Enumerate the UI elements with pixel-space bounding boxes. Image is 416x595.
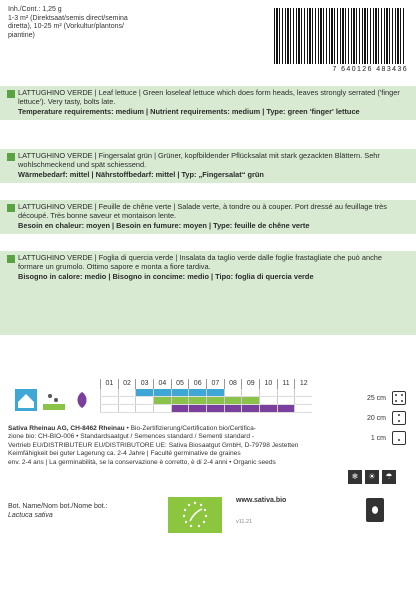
- lower-info: [0, 336, 416, 595]
- botanical-label: Bot. Name/Nom bot./Nome bot.:: [8, 503, 108, 510]
- calendar-cell: [259, 397, 277, 404]
- version-label: v11.21: [236, 519, 253, 525]
- calendar-cell: [294, 397, 312, 404]
- calendar-cell: [294, 405, 312, 412]
- calendar-cell: [100, 405, 118, 412]
- content-info: [8, 6, 158, 40]
- month-label: 12: [294, 379, 312, 389]
- description-fr: [0, 198, 416, 234]
- barcode: [266, 8, 408, 74]
- content-line: diretta), 10-25 m² (Vorkultur/plantons/: [8, 23, 124, 31]
- calendar-cell: [153, 397, 171, 404]
- packet-header: [8, 6, 408, 82]
- direct-sowing-icon: [42, 388, 66, 412]
- requirements-text: Bisogno in calore: medio | Bisogno in concime: medio | Tipo: foglia di quercia verde: [18, 272, 314, 282]
- calendar-cell: [135, 405, 153, 412]
- calendar-cell: [206, 397, 224, 404]
- calendar-row: [100, 405, 312, 413]
- company-line: Keimfähigkeit bei guter Lagerung ca. 2-4 Jahre | Faculté germinative de graines: [8, 450, 241, 458]
- calendar-cell: [206, 389, 224, 396]
- month-label: 04: [153, 379, 171, 389]
- description-en: [0, 84, 416, 120]
- sowing-depth: [346, 428, 406, 448]
- calendar-cell: [241, 397, 259, 404]
- calendar-cell: [224, 405, 242, 412]
- calendar-months: [100, 379, 312, 389]
- calendar-cell: [259, 389, 277, 396]
- calendar-cell: [277, 389, 295, 396]
- calendar-cell: [153, 405, 171, 412]
- month-label: 01: [100, 379, 118, 389]
- calendar-cell: [241, 405, 259, 412]
- barcode-bars: [274, 8, 404, 64]
- botanical-name: [8, 502, 158, 520]
- bullet-icon: [7, 153, 15, 161]
- botanical-latin: Lactuca sativa: [8, 512, 53, 519]
- calendar-cell: [118, 389, 136, 396]
- calendar-cell: [188, 405, 206, 412]
- calendar-cell: [135, 397, 153, 404]
- harvest-icon: [70, 388, 94, 412]
- calendar-cell: [100, 397, 118, 404]
- calendar-cell: [171, 405, 189, 412]
- bullet-icon: [7, 204, 15, 212]
- sowing-icons: [14, 388, 104, 422]
- calendar-cell: [118, 397, 136, 404]
- month-label: 03: [135, 379, 153, 389]
- calendar-cell: [224, 397, 242, 404]
- calendar-cell: [135, 389, 153, 396]
- month-label: 10: [259, 379, 277, 389]
- calendar-rows: [100, 389, 312, 413]
- calendar-row: [100, 397, 312, 405]
- company-info: [8, 425, 348, 467]
- website-link[interactable]: www.sativa.bio: [236, 497, 287, 504]
- company-line: zione bio: CH-BIO-006 • Standardsaatgut / Semences standard / Sementi standard -: [8, 433, 255, 441]
- calendar-cell: [153, 389, 171, 396]
- month-label: 11: [277, 379, 295, 389]
- month-label: 06: [188, 379, 206, 389]
- calendar-row: [100, 389, 312, 397]
- bullet-icon: [7, 255, 15, 263]
- sowing-depth-icon: [392, 431, 406, 445]
- water-icon: ☂: [382, 470, 396, 484]
- content-line: 1-3 m² (Direktsaat/semis direct/semina: [8, 14, 128, 22]
- company-line: Vertrieb EU/DISTRIBUTEUR EU/DISTRIBUTORE UE: Sativa Biosaatgut GmbH, D-79798 Jestetten: [8, 441, 299, 449]
- company-line: env. 2-4 ans | La germinabilità, se la conservazione è corretto, è di 2-4 anni • Organic seeds: [8, 458, 276, 466]
- frost-icon: ❄: [348, 470, 362, 484]
- description-de: [0, 147, 416, 183]
- month-label: 07: [206, 379, 224, 389]
- greenhouse-icon: [14, 388, 38, 412]
- spacing-info: [346, 388, 406, 448]
- calendar-cell: [118, 405, 136, 412]
- requirements-text: Besoin en chaleur: moyen | Besoin en fumure: moyen | Type: feuille de chêne verte: [18, 221, 310, 231]
- month-label: 02: [118, 379, 136, 389]
- content-line: Inh./Cont.: 1,25 g: [8, 6, 62, 13]
- description-text: LATTUGHINO VERDE | Fingersalat grün | Grüner, kopfbildender Pflücksalat mit stark gezackten Blättern. Sehr wohlschmeckend und spät schiessend.: [18, 151, 380, 170]
- sun-icon: ☀: [365, 470, 379, 484]
- month-label: 05: [171, 379, 189, 389]
- content-line: piantine): [8, 31, 35, 39]
- calendar-cell: [206, 405, 224, 412]
- calendar-cell: [241, 389, 259, 396]
- barcode-number: 7 640126 483436: [332, 66, 408, 73]
- calendar-cell: [277, 397, 295, 404]
- calendar-cell: [294, 389, 312, 396]
- description-text: LATTUGHINO VERDE | Feuille de chêne verte | Salade verte, à tondre ou à couper. Port dressé au feuillage très découpé. Très bonne saveur et montaison lente.: [18, 202, 387, 221]
- plant-spacing-icon: [392, 411, 406, 425]
- row-spacing-icon: [392, 391, 406, 405]
- calendar-cell: [224, 389, 242, 396]
- growing-calendar: [100, 379, 312, 413]
- calendar-cell: [188, 389, 206, 396]
- calendar-cell: [100, 389, 118, 396]
- spacing-label: 20 cm: [366, 414, 386, 422]
- calendar-cell: [171, 397, 189, 404]
- spacing-label: 1 cm: [370, 434, 386, 442]
- company-line: Sativa Rheinau AG, CH-8462 Rheinau • Bio-Zertifizierung/Certification bio/Certifica-: [8, 425, 256, 432]
- requirements-text: Temperature requirements: medium | Nutrient requirements: medium | Type: green 'finger' lettuce: [18, 107, 360, 117]
- bullet-icon: [7, 90, 15, 98]
- spacing-label: 25 cm: [366, 394, 386, 402]
- calendar-cell: [188, 397, 206, 404]
- month-label: 08: [224, 379, 242, 389]
- calendar-cell: [277, 405, 295, 412]
- eu-organic-logo: [168, 497, 222, 533]
- care-icons: [348, 470, 404, 484]
- calendar-cell: [171, 389, 189, 396]
- row-spacing: [346, 388, 406, 408]
- description-text: LATTUGHINO VERDE | Foglia di quercia verde | Insalata da taglio verde dalle foglie frastagliate che può anche formare un grumolo. Ottimo sapore e monta a fiore tardiva.: [18, 253, 382, 272]
- description-text: LATTUGHINO VERDE | Leaf lettuce | Green loseleaf lettuce which does form heads, leaves strongly serrated ('finger lettuce'). Very tasty, bolts late.: [18, 88, 400, 107]
- calendar-cell: [259, 405, 277, 412]
- seed-packet-icon: [362, 496, 390, 526]
- requirements-text: Wärmebedarf: mittel | Nährstoffbedarf: mittel | Typ: „Fingersalat“ grün: [18, 170, 264, 180]
- plant-spacing: [346, 408, 406, 428]
- month-label: 09: [241, 379, 259, 389]
- description-it: [0, 249, 416, 335]
